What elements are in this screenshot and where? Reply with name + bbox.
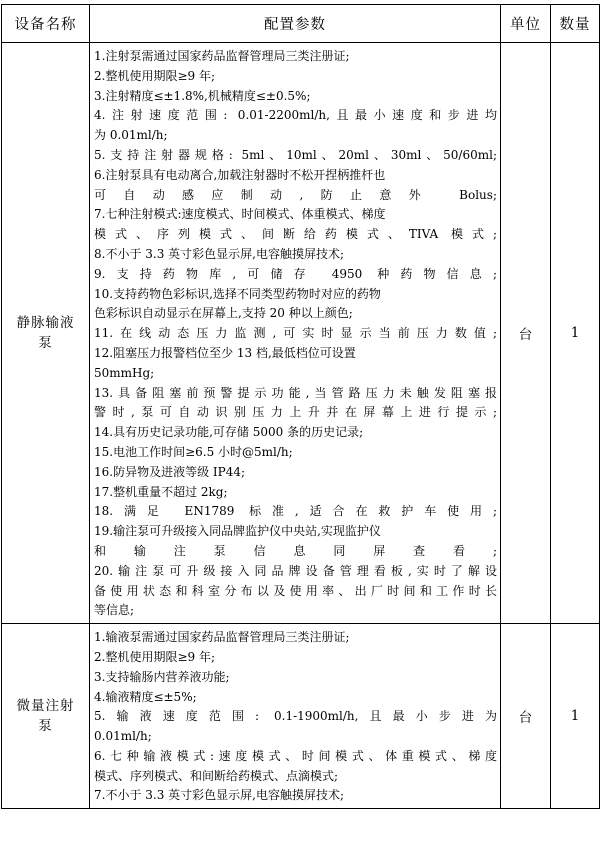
- param-line: 2.整机使用期限≥9 年;: [94, 649, 215, 664]
- unit-cell: 台: [501, 624, 551, 809]
- param-line: 20.输注泵可升级接入同品牌设备管理看板,实时了解设: [94, 563, 497, 578]
- param-line: 17.整机重量不超过 2kg;: [94, 484, 228, 499]
- param-line: 4.注射速度范围: 0.01-2200ml/h,且最小速度和步进均: [94, 108, 497, 123]
- param-line: 和输注泵信息同屏查看;: [94, 543, 497, 558]
- param-line: 模式、序列模式、和间断给药模式、点滴模式;: [94, 768, 339, 783]
- param-line: 8.不小于 3.3 英寸彩色显示屏,电容触摸屏技术;: [94, 246, 345, 261]
- config-params-cell: [90, 43, 501, 624]
- device-name-line: 泵: [38, 335, 53, 352]
- param-line: 10.支持药物色彩标识,选择不同类型药物时对应的药物: [94, 286, 381, 301]
- param-line: 12.阻塞压力报警档位至少 13 档,最低档位可设置: [94, 345, 356, 360]
- param-line: 16.防异物及进液等级 IP44;: [94, 464, 246, 479]
- param-line: 1.注射泵需通过国家药品监督管理局三类注册证;: [94, 49, 350, 63]
- param-line: 可自动感应制动,防止意外 Bolus;: [94, 187, 497, 202]
- param-line: 15.电池工作时间≥6.5 小时@5ml/h;: [94, 444, 293, 459]
- param-line: 9.支持药物库,可储存 4950 种药物信息;: [94, 266, 497, 281]
- param-line: 19.输注泵可升级接入同品牌监护仪中央站,实现监护仪: [94, 524, 381, 539]
- header-row: [2, 5, 600, 43]
- param-line: 50mmHg;: [94, 365, 155, 380]
- param-line: 等信息;: [94, 603, 135, 618]
- param-line: 7.七种注射模式:速度模式、时间模式、体重模式、梯度: [94, 207, 386, 222]
- quantity-cell: 1: [551, 624, 600, 809]
- device-name-line: 微量注射: [16, 698, 75, 715]
- quantity-cell: 1: [551, 43, 600, 624]
- param-line: 警时,泵可自动识别压力上升并在屏幕上进行提示;: [94, 405, 497, 420]
- device-name-line: 静脉输液: [16, 315, 75, 332]
- param-line: 3.注射精度≤±1.8%,机械精度≤±0.5%;: [94, 88, 311, 103]
- param-line: 3.支持输肠内营养液功能;: [94, 669, 230, 684]
- param-line: 2.整机使用期限≥9 年;: [94, 68, 215, 83]
- param-line: 模式、序列模式、间断给药模式、TIVA 模式;: [94, 227, 497, 242]
- device-name-cell: [2, 624, 90, 809]
- param-line: 5.输液速度范围: 0.1-1900ml/h,且最小步进为: [94, 709, 497, 724]
- param-line: 6.七种输液模式:速度模式、时间模式、体重模式、梯度: [94, 748, 497, 763]
- table-row: [2, 43, 600, 624]
- param-line: 5.支持注射器规格: 5ml、10ml、20ml、30ml、50/60ml;: [94, 147, 497, 162]
- unit-cell: 台: [501, 43, 551, 624]
- param-line: 备使用状态和科室分布以及使用率、出厂时间和工作时长: [94, 583, 497, 598]
- param-line: 4.输液精度≤±5%;: [94, 689, 197, 704]
- param-line: 13.具备阻塞前预警提示功能,当管路压力未触发阻塞报: [94, 385, 497, 400]
- equipment-spec-table: [1, 4, 600, 809]
- header-unit: 单位: [501, 5, 551, 43]
- param-line: 7.不小于 3.3 英寸彩色显示屏,电容触摸屏技术;: [94, 788, 345, 803]
- header-device-name: 设备名称: [2, 5, 90, 43]
- param-line: 色彩标识自动显示在屏幕上,支持 20 种以上颜色;: [94, 306, 353, 321]
- header-quantity: 数量: [551, 5, 600, 43]
- header-config-params: 配置参数: [90, 5, 501, 43]
- param-line: 0.01ml/h;: [94, 729, 152, 744]
- param-line: 为 0.01ml/h;: [94, 128, 168, 143]
- param-line: 11.在线动态压力监测,可实时显示当前压力数值;: [94, 326, 497, 341]
- param-line: 18.满足 EN1789 标准,适合在救护车使用;: [94, 504, 497, 519]
- param-line: 6.注射泵具有电动离合,加载注射器时不松开捏柄推杆也: [94, 167, 386, 182]
- device-name-cell: [2, 43, 90, 624]
- table-row: [2, 624, 600, 809]
- param-line: 14.具有历史记录功能,可存储 5000 条的历史记录;: [94, 425, 364, 440]
- config-params-cell: [90, 624, 501, 809]
- param-line: 1.输液泵需通过国家药品监督管理局三类注册证;: [94, 630, 350, 645]
- device-name-line: 泵: [38, 718, 53, 735]
